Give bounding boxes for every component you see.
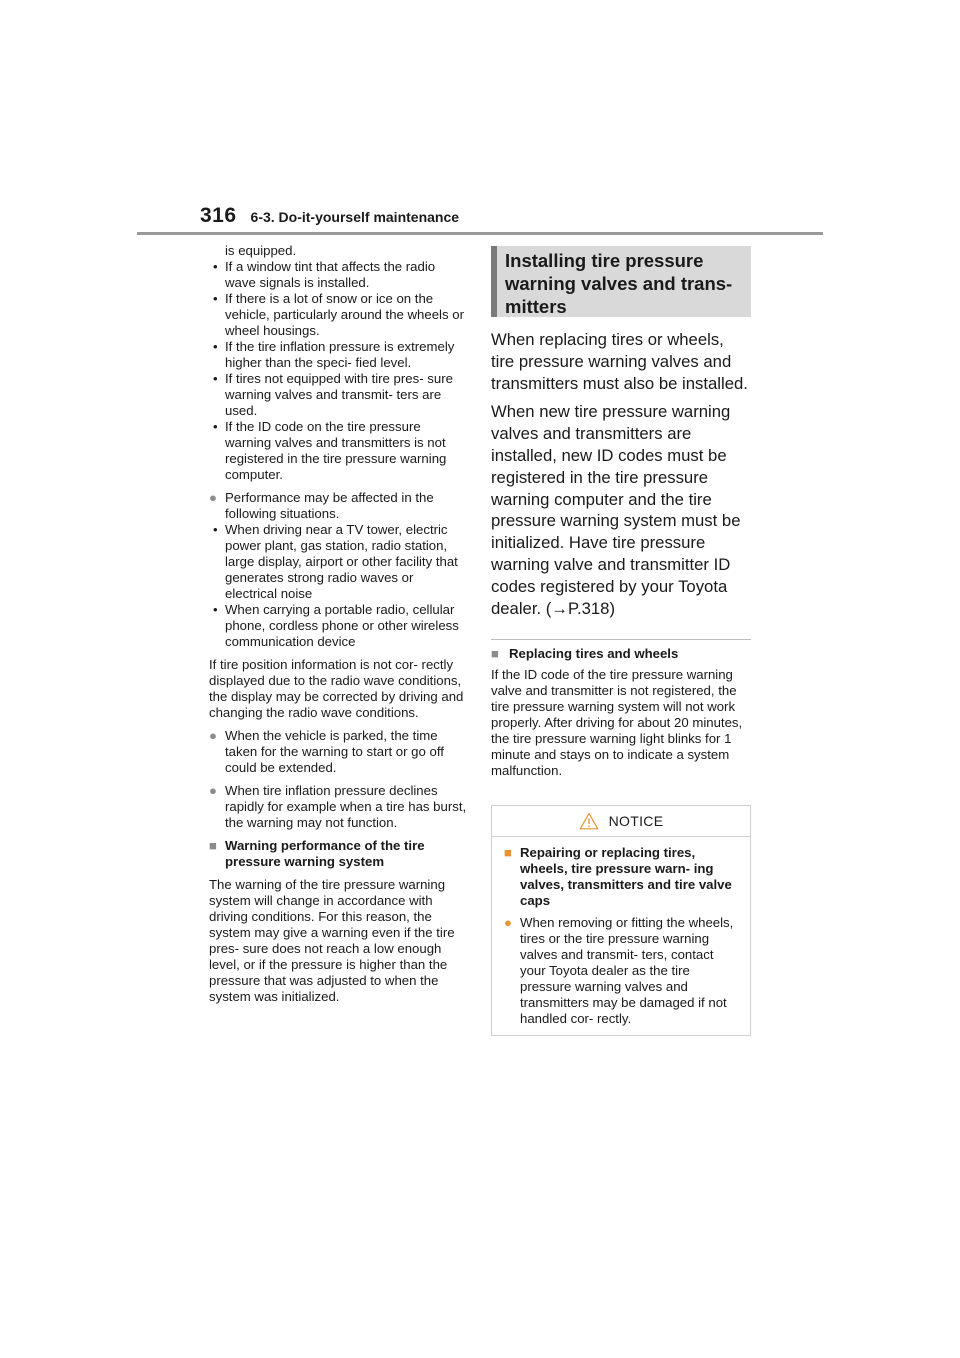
dash-bullet-icon: • [213, 602, 218, 617]
notice-box [491, 805, 751, 1036]
notice-item: ● When removing or fitting the wheels, tires or the tire pressure warning valves and transmit- ters, contact your Toyota dealer as the tire pressure warning valves and transmitters may be damaged if not handled cor- rectly. [504, 915, 734, 1027]
replacing-tires-heading: ■ Replacing tires and wheels [491, 646, 679, 662]
dash-bullet-icon: • [213, 371, 218, 386]
notice-heading: ■ Repairing or replacing tires, wheels, tire pressure warn- ing valves, transmitters and tire valve caps [504, 845, 732, 909]
square-bullet-icon: ■ [491, 646, 499, 662]
list-item: • If the ID code on the tire pressure warning valves and transmitters is not registered in the tire pressure warning computer. [213, 419, 447, 482]
square-bullet-icon: ■ [209, 838, 217, 853]
bullet-item-burst: ● When tire inflation pressure declines rapidly for example when a tire has burst, the warning may not function. [209, 783, 467, 830]
bullet-item-parked: ● When the vehicle is parked, the time taken for the warning to start or go off could be extended. [209, 728, 444, 775]
square-bullet-icon: ■ [504, 845, 512, 861]
list-item: • If tires not equipped with tire pres- sure warning valves and transmit- ters are used. [213, 371, 453, 418]
warning-performance-heading: ■ Warning performance of the tire pressure warning system [209, 838, 425, 869]
list-item: • When driving near a TV tower, electric power plant, gas station, radio station, large display, airport or other facility that generates strong radio waves or electrical noise [213, 522, 458, 601]
dash-bullet-icon: • [213, 291, 218, 306]
circle-bullet-icon: ● [209, 728, 217, 743]
continued-line: is equipped. [225, 243, 297, 258]
header-rule [137, 232, 823, 235]
arrow-right-icon: → [551, 598, 568, 618]
notice-header [492, 806, 750, 837]
list-item: • If the tire inflation pressure is extremely higher than the speci- fied level. [213, 339, 455, 370]
replacing-tires-paragraph: If the ID code of the tire pressure warning valve and transmitter is not registered, the tire pressure warning system will not work properly. After driving for about 20 minutes, the tire pressure warning light blinks for 1 minute and stays on to indicate a system malfunction. [491, 667, 743, 779]
list-item: • When carrying a portable radio, cellular phone, cordless phone or other wireless communication device [213, 602, 459, 649]
divider [491, 639, 751, 640]
page-number: 316 [200, 204, 237, 227]
list-item: • If there is a lot of snow or ice on the vehicle, particularly around the wheels or wheel housings. [213, 291, 464, 338]
section-title: 6-3. Do-it-yourself maintenance [250, 209, 460, 225]
notice-label: NOTICE [608, 813, 664, 830]
dash-bullet-icon: • [213, 522, 218, 537]
left-column [209, 243, 467, 1005]
circle-bullet-icon: ● [209, 490, 217, 505]
section-heading: Installing tire pressure warning valves and trans- mitters [491, 246, 751, 317]
page-header [200, 204, 459, 234]
warning-performance-paragraph: The warning of the tire pressure warning system will change in accordance with driving conditions. For this reason, the system may give a warning even if the tire pres- sure does not reach a low enough level, or if the pressure is higher than the pressure that was adjusted to when the system was initialized. [209, 877, 455, 1004]
dash-bullet-icon: • [213, 259, 218, 274]
right-column [491, 246, 751, 1036]
circle-bullet-icon: ● [504, 915, 512, 931]
warning-triangle-icon [579, 812, 599, 830]
list-item: • If a window tint that affects the radio wave signals is installed. [213, 259, 436, 290]
page-reference-link[interactable]: P.318 [567, 598, 610, 618]
register-paragraph: When new tire pressure warning valves and transmitters are installed, new ID codes must be registered in the tire pressure warning computer and the tire pressure warning system must be initialized. Have tire pressure warning valve and transmitter ID codes registered by your Toyota dealer. (→P.318) [491, 402, 741, 618]
dash-bullet-icon: • [213, 419, 218, 434]
dash-bullet-icon: • [213, 339, 218, 354]
circle-bullet-icon: ● [209, 783, 217, 798]
position-paragraph: If tire position information is not cor- rectly displayed due to the radio wave conditions, the display may be corrected by driving and changing the radio wave conditions. [209, 657, 464, 720]
install-paragraph: When replacing tires or wheels, tire pressure warning valves and transmitters must also be installed. [491, 330, 748, 393]
bullet-item-performance: ● Performance may be affected in the following situations. [209, 490, 434, 521]
